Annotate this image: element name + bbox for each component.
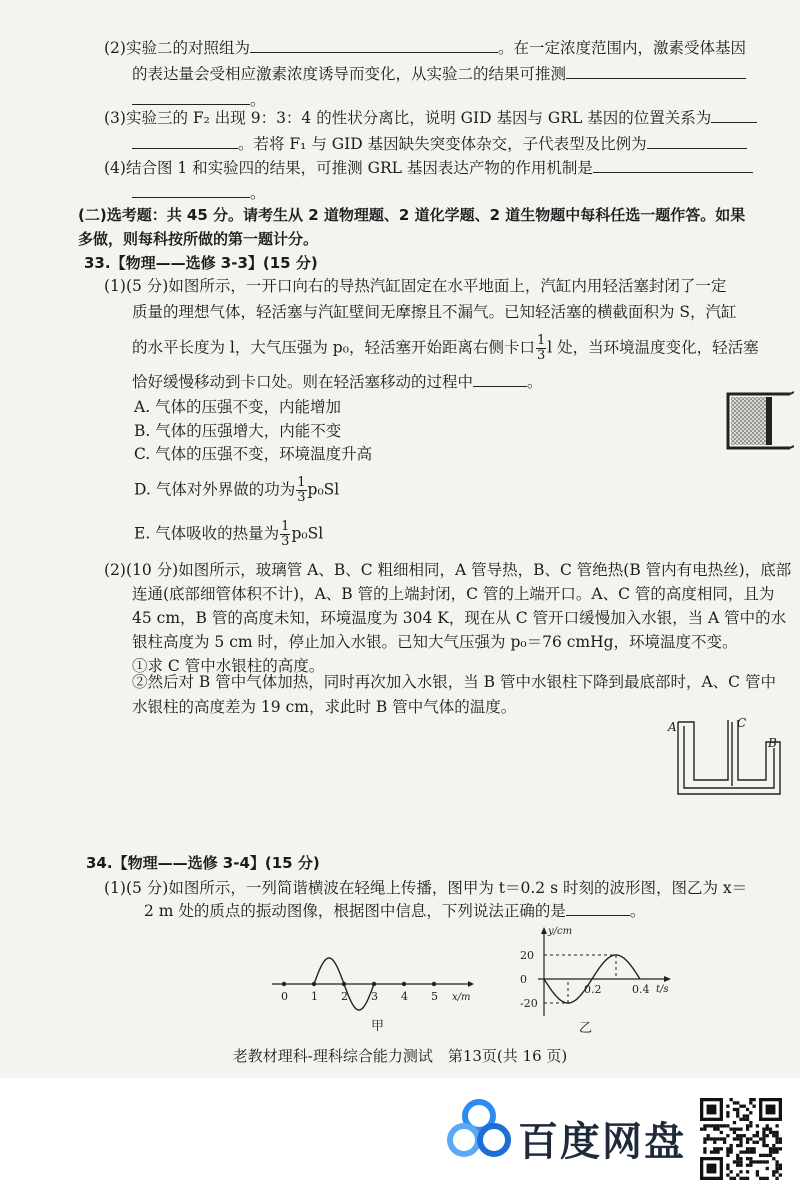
tube-a-outer [678,720,728,780]
q33-p2-line7: 水银柱的高度差为 19 cm，求此时 B 管中气体的温度。 [132,698,517,716]
qr-module [700,1128,703,1131]
qr-module [766,1144,769,1147]
cylinder-figure [724,388,794,454]
qr-module [733,1128,736,1131]
qr-module [739,1170,742,1173]
tube-label-b: B [768,736,777,750]
x-tick-label: 3 [371,990,378,1003]
qr-module [779,1141,782,1144]
answer-blank [566,64,746,79]
qr-module [749,1101,752,1104]
qr-module [746,1150,749,1153]
qr-module [746,1147,749,1150]
q33-p2-line5: ①求 C 管中水银柱的高度。 [132,657,325,675]
qr-module [733,1177,736,1180]
qr-module [730,1150,733,1153]
qr-module [733,1131,736,1134]
qr-module [739,1141,742,1144]
qr-module [736,1134,739,1137]
answer-blank [473,372,527,387]
qr-module [710,1150,713,1153]
qr-module [746,1108,749,1111]
vibration-chart-yi [500,924,680,1020]
qr-module [726,1111,729,1114]
qr-module [775,1150,778,1153]
qr-module [739,1137,742,1140]
qr-module [703,1141,706,1144]
qr-module [707,1137,710,1140]
fraction: $\frac{1}{3}$ [297,475,306,505]
q3-line1: (3)实验三的 F₂ 出现 9：3：4 的性状分离比，说明 GID 基因与 GRL 基因的位置关系为 [104,108,757,128]
answer-blank [647,134,747,149]
qr-module [730,1144,733,1147]
baidu-netdisk-logo-icon [446,1098,512,1160]
qr-module [730,1147,733,1150]
qr-module [756,1170,759,1173]
qr-module [733,1121,736,1124]
qr-module [743,1105,746,1108]
qr-module [703,1147,706,1150]
piston [766,397,772,445]
qr-module [759,1137,762,1140]
fraction: $\frac{1}{3}$ [536,333,546,363]
qr-module [739,1144,742,1147]
section2-line1: (二)选考题：共 45 分。请考生从 2 道物理题、2 道化学题、2 道生物题中每科任选一题作答。如果 [78,206,746,224]
qr-module [752,1141,755,1144]
qr-module [762,1137,765,1140]
qr-module [726,1173,729,1176]
qr-module [756,1173,759,1176]
x-tick-label: 2 [341,990,348,1003]
qr-module [707,1134,710,1137]
answer-blank [566,901,630,916]
answer-blank [711,108,757,123]
qr-module [716,1124,719,1127]
qr-module [766,1177,769,1180]
qr-module [752,1134,755,1137]
qr-module [733,1160,736,1163]
qr-module [739,1134,742,1137]
qr-module [713,1150,716,1153]
qr-module [726,1134,729,1137]
qr-module [762,1134,765,1137]
qr-module [723,1137,726,1140]
option-b: B. 气体的压强增大，内能不变 [134,422,342,440]
qr-module [775,1137,778,1140]
qr-module [730,1128,733,1131]
qr-module [756,1160,759,1163]
qr-module [775,1170,778,1173]
qr-module [739,1160,742,1163]
qr-module [752,1098,755,1101]
qr-module [739,1105,742,1108]
q4-line2: 。 [132,183,266,203]
q33-p1-line4: 恰好缓慢移动到卡口处。则在轻活塞移动的过程中 。 [132,373,543,391]
qr-module [739,1164,742,1167]
brand-name: 百度网盘 [518,1119,686,1165]
qr-module [736,1108,739,1111]
qr-module [752,1160,755,1163]
qr-module [779,1137,782,1140]
qr-module [736,1111,739,1114]
qr-module [769,1150,772,1153]
qr-module [720,1137,723,1140]
qr-module [779,1164,782,1167]
qr-module [766,1167,769,1170]
q34-title: 34.【物理——选修 3-4】(15 分) [86,854,320,872]
qr-module [769,1147,772,1150]
qr-module [746,1114,749,1117]
qr-module [726,1124,729,1127]
q33-p2-line2: 连通(底部细管体积不计)，A、B 管的上端封闭，C 管的上端开口。A、C 管的高度相同，且为 [132,585,775,603]
qr-finder [766,1105,776,1115]
tube-outer [678,720,780,794]
qr-module [772,1144,775,1147]
qr-module [733,1108,736,1111]
option-a: A. 气体的压强不变，内能增加 [134,398,342,416]
qr-finder [707,1164,717,1174]
qr-module [710,1137,713,1140]
x-axis-arrow [664,976,671,982]
qr-module [749,1098,752,1101]
u-tube-figure [676,716,786,798]
qr-module [749,1137,752,1140]
qr-module [762,1177,765,1180]
qr-module [739,1128,742,1131]
qr-module [716,1147,719,1150]
qr-module [713,1124,716,1127]
qr-module [772,1131,775,1134]
qr-module [762,1141,765,1144]
x-axis-arrow [468,981,474,987]
qr-module [766,1124,769,1127]
qr-module [775,1147,778,1150]
qr-module [756,1134,759,1137]
qr-module [756,1124,759,1127]
x-tick-label: 0.4 [632,983,650,996]
qr-module [736,1157,739,1160]
qr-module [756,1131,759,1134]
qr-module [726,1154,729,1157]
qr-module [723,1141,726,1144]
qr-module [743,1177,746,1180]
y-axis-arrow [541,927,547,934]
answer-blank [132,134,238,149]
stop-bottom [790,446,794,448]
q34-p1-line2: 2 m 处的质点的振动图像，根据图中信息，下列说法正确的是 。 [144,902,646,920]
y-tick-label: 20 [520,949,534,962]
qr-module [772,1170,775,1173]
qr-module [746,1141,749,1144]
qr-module [746,1137,749,1140]
section2-line2: 多做，则每科按所做的第一题计分。 [78,230,319,248]
qr-module [730,1098,733,1101]
qr-module [746,1164,749,1167]
qr-module [775,1131,778,1134]
qr-module [703,1137,706,1140]
tube-inner [684,726,774,788]
qr-module [772,1147,775,1150]
qr-module [736,1160,739,1163]
qr-module [743,1150,746,1153]
qr-module [762,1160,765,1163]
qr-module [775,1160,778,1163]
qr-module [726,1150,729,1153]
qr-module [733,1137,736,1140]
qr-module [746,1157,749,1160]
answer-blank [132,183,250,198]
qr-module [759,1160,762,1163]
option-e: E. 气体吸收的热量为 $\frac{1}{3}$ p₀Sl [134,519,324,549]
q33-p2-line3: 45 cm，B 管的高度未知，环境温度为 304 K，现在从 C 管开口缓慢加入水银，当 A 管中的水 [132,609,787,627]
qr-module [762,1154,765,1157]
qr-module [716,1128,719,1131]
qr-module [743,1118,746,1121]
qr-module [736,1137,739,1140]
tick-dot [282,982,286,986]
qr-module [703,1124,706,1127]
answer-blank [250,38,498,53]
qr-module [772,1157,775,1160]
q33-p1-line3: 的水平长度为 l，大气压强为 p₀，轻活塞开始距离右侧卡口 $\frac{1}{3}$ l 处，当环境温度变化，轻活塞 [132,333,759,363]
qr-module [743,1114,746,1117]
qr-module [772,1173,775,1176]
qr-module [730,1170,733,1173]
qr-module [746,1128,749,1131]
qr-module [739,1118,742,1121]
qr-module [752,1147,755,1150]
qr-module [766,1128,769,1131]
qr-module [736,1128,739,1131]
q33-p2-line4: 银柱高度为 5 cm 时，停止加入水银。已知大气压强为 p₀＝76 cmHg，环境温度不变。 [132,633,738,651]
qr-module [746,1118,749,1121]
qr-module [726,1114,729,1117]
gas [731,397,767,445]
qr-module [749,1157,752,1160]
qr-module [779,1173,782,1176]
qr-module [749,1164,752,1167]
qr-module [756,1141,759,1144]
qr-module [749,1150,752,1153]
qr-module [703,1128,706,1131]
qr-module [713,1141,716,1144]
qr-module [736,1154,739,1157]
y-tick-label: 0 [520,973,527,986]
qr-module [749,1124,752,1127]
chart-jia-title: 甲 [371,1019,385,1034]
qr-module [775,1177,778,1180]
chart-yi-title: 乙 [579,1021,593,1036]
q33-title: 33.【物理——选修 3-3】(15 分) [84,254,318,272]
qr-module [726,1167,729,1170]
qr-module [749,1111,752,1114]
q2-line1: (2)实验二的对照组为 。在一定浓度范围内，激素受体基因 [104,39,746,57]
qr-module [766,1154,769,1157]
qr-module [739,1150,742,1153]
qr-module [775,1124,778,1127]
answer-blank [593,158,753,173]
qr-module [733,1101,736,1104]
q3-line2: 。若将 F₁ 与 GID 基因缺失突变体杂交，子代表型及比例为 [132,134,747,154]
qr-module [716,1137,719,1140]
qr-module [749,1121,752,1124]
qr-module [762,1144,765,1147]
q33-p1-line2: 质量的理想气体，轻活塞与汽缸壁间无摩擦且不漏气。已知轻活塞的横截面积为 S，汽缸 [132,303,737,321]
qr-module [772,1150,775,1153]
qr-module [775,1164,778,1167]
x-tick-label: 1 [311,990,318,1003]
qr-module [703,1150,706,1153]
answer-blank [132,90,250,105]
qr-module [766,1160,769,1163]
qr-code-icon[interactable] [700,1098,782,1180]
tick-dot [432,982,436,986]
x-axis-label: x/m [452,992,471,1003]
q2-line2: 的表达量会受相应激素浓度诱导而变化，从实验二的结果可推测 [132,64,746,84]
wave-chart-jia [268,944,482,1014]
qr-module [762,1131,765,1134]
qr-module [736,1101,739,1104]
qr-module [769,1154,772,1157]
x-tick-label: 0.2 [584,983,602,996]
qr-module [720,1131,723,1134]
qr-module [723,1124,726,1127]
x-axis-label: t/s [656,984,669,995]
qr-module [769,1128,772,1131]
page-footer: 老教材理科-理科综合能力测试 第13页(共 16 页) [232,1047,568,1065]
qr-module [713,1147,716,1150]
option-c: C. 气体的压强不变，环境温度升高 [134,445,373,463]
qr-module [746,1124,749,1127]
qr-module [739,1177,742,1180]
qr-module [779,1147,782,1150]
qr-module [736,1173,739,1176]
qr-module [779,1167,782,1170]
qr-module [749,1160,752,1163]
qr-module [769,1131,772,1134]
y-tick-label: -20 [520,997,538,1010]
qr-module [749,1147,752,1150]
qr-module [775,1167,778,1170]
qr-module [707,1124,710,1127]
qr-module [730,1177,733,1180]
tube-label-c: C [737,716,747,730]
qr-module [762,1128,765,1131]
qr-module [775,1134,778,1137]
qr-module [759,1177,762,1180]
stop-top [790,392,794,394]
qr-module [736,1144,739,1147]
qr-module [775,1141,778,1144]
tick-dot [402,982,406,986]
qr-module [739,1157,742,1160]
qr-module [766,1134,769,1137]
x-tick-label: 4 [401,990,408,1003]
y-axis-label: y/cm [548,926,573,937]
q2-line3: 。 [132,90,266,110]
qr-module [713,1128,716,1131]
q33-p2-line6: ②然后对 B 管中气体加热，同时再次加入水银，当 B 管中水银柱下降到最底部时，A、C 管中 [132,673,776,691]
qr-module [726,1164,729,1167]
qr-module [743,1134,746,1137]
qr-finder [707,1105,717,1115]
qr-module [772,1134,775,1137]
qr-module [710,1124,713,1127]
q4-line1: (4)结合图 1 和实验四的结果，可推测 GRL 基因表达产物的作用机制是 [104,158,753,178]
qr-module [736,1164,739,1167]
qr-module [746,1177,749,1180]
qr-module [720,1147,723,1150]
qr-module [716,1150,719,1153]
qr-module [752,1105,755,1108]
qr-module [713,1137,716,1140]
option-d: D. 气体对外界做的功为 $\frac{1}{3}$ p₀Sl [134,475,340,505]
qr-module [736,1114,739,1117]
tube-label-a: A [668,720,677,734]
qr-module [746,1170,749,1173]
qr-module [726,1105,729,1108]
qr-module [759,1154,762,1157]
fraction: $\frac{1}{3}$ [281,519,290,549]
qr-module [726,1147,729,1150]
q33-p2-line1: (2)(10 分)如图所示，玻璃管 A、B、C 粗细相同，A 管导热，B、C 管绝热(B 管内有电热丝)，底部 [104,561,792,579]
x-tick-label: 0 [281,990,288,1003]
q33-p1-line1: (1)(5 分)如图所示，一开口向右的导热汽缸固定在水平地面上，汽缸内用轻活塞封闭了一定 [104,277,727,295]
q34-p1-line1: (1)(5 分)如图所示，一列简谐横波在轻绳上传播，图甲为 t＝0.2 s 时刻的波形图，图乙为 x＝ [104,879,748,897]
qr-module [752,1150,755,1153]
x-tick-label: 5 [431,990,438,1003]
qr-module [720,1124,723,1127]
